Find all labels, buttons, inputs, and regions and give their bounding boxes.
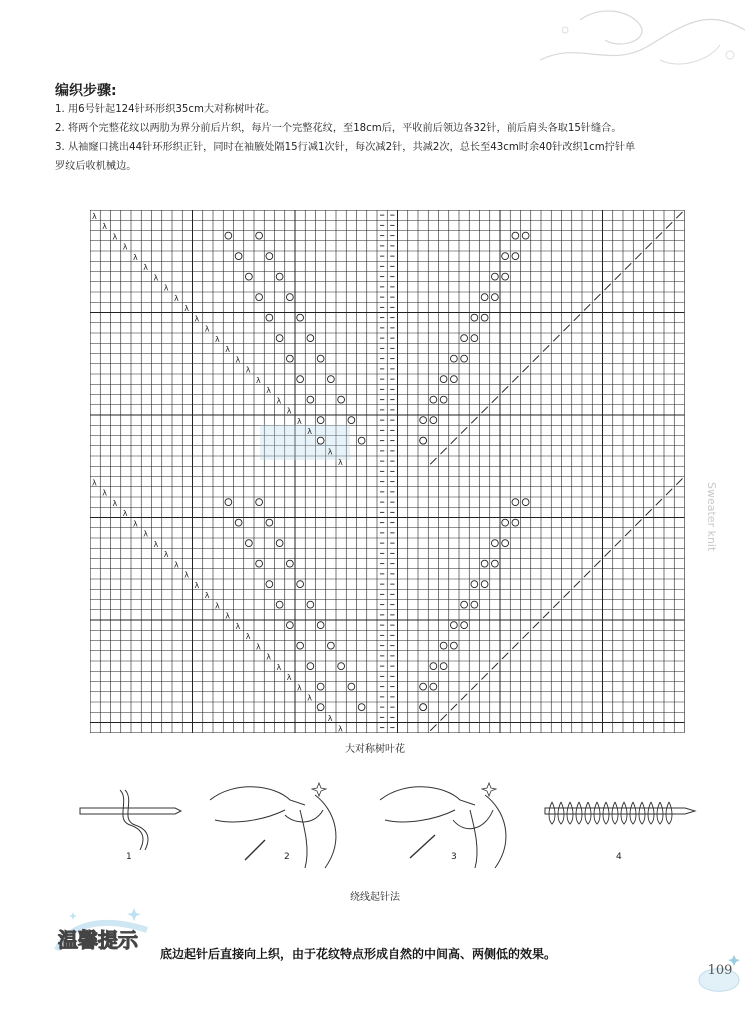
yarn-over-symbol bbox=[286, 560, 293, 567]
illustration-caption: 绕线起针法 bbox=[350, 892, 400, 903]
decrease-left-symbol: λ bbox=[133, 519, 138, 529]
yarn-over-symbol bbox=[358, 704, 365, 711]
decrease-left-symbol: λ bbox=[286, 673, 292, 682]
decrease-left-symbol: λ bbox=[215, 334, 220, 344]
tip-text: 底边起针后直接向上织，由于花纹特点形成自然的中间高、两侧低的效果。 bbox=[160, 947, 557, 961]
illustration-label-3: 3 bbox=[451, 852, 457, 862]
step-2: 2. 将两个完整花纹以两肋为界分前后片织，每片一个完整花纹，至18cm后，平收前后领边各32针，前后肩头各取15针缝合。 bbox=[55, 123, 622, 134]
decrease-left-symbol: λ bbox=[215, 601, 220, 611]
decrease-right-symbol bbox=[533, 622, 539, 628]
decrease-left-symbol: λ bbox=[225, 611, 230, 621]
decrease-right-symbol bbox=[523, 366, 529, 372]
yarn-over-symbol bbox=[276, 273, 283, 280]
decrease-right-symbol bbox=[553, 602, 559, 608]
cast-on-illustration-1 bbox=[75, 780, 185, 850]
yarn-over-symbol bbox=[502, 519, 509, 526]
yarn-over-symbol bbox=[338, 396, 345, 403]
yarn-over-symbol bbox=[245, 540, 252, 547]
decrease-left-symbol: λ bbox=[184, 304, 189, 313]
decorative-swirl bbox=[520, 0, 750, 80]
cast-on-loop bbox=[630, 802, 636, 824]
yarn-over-symbol bbox=[276, 335, 283, 342]
decrease-left-symbol: λ bbox=[133, 252, 138, 262]
yarn-over-symbol bbox=[471, 314, 478, 321]
decrease-right-symbol bbox=[430, 725, 436, 731]
yarn-over-symbol bbox=[440, 396, 447, 403]
yarn-over-symbol bbox=[338, 663, 345, 670]
decrease-right-symbol bbox=[523, 632, 529, 638]
cast-on-loop bbox=[558, 802, 564, 824]
decrease-right-symbol bbox=[656, 499, 662, 505]
yarn-over-symbol bbox=[348, 417, 355, 424]
decrease-right-symbol bbox=[605, 550, 611, 556]
cast-on-loop bbox=[648, 802, 654, 824]
section-title: 编织步骤: bbox=[55, 83, 117, 99]
decrease-left-symbol: λ bbox=[297, 683, 302, 693]
step-3-continued: 罗纹后收机械边。 bbox=[55, 161, 137, 172]
decrease-left-symbol: λ bbox=[327, 714, 333, 723]
yarn-over-symbol bbox=[256, 232, 263, 239]
decrease-right-symbol bbox=[543, 345, 549, 351]
cast-on-illustration-4 bbox=[540, 780, 700, 840]
decrease-right-symbol bbox=[584, 304, 590, 310]
yarn-over-symbol bbox=[297, 376, 304, 383]
decrease-left-symbol: λ bbox=[276, 662, 282, 672]
illustration-label-2: 2 bbox=[284, 852, 290, 862]
cast-on-loop bbox=[639, 802, 645, 824]
yarn-over-symbol bbox=[491, 560, 498, 567]
decrease-left-symbol: λ bbox=[327, 447, 333, 457]
decrease-right-symbol bbox=[574, 581, 580, 587]
yarn-over-symbol bbox=[317, 622, 324, 629]
decrease-left-symbol: λ bbox=[338, 724, 343, 734]
yarn-over-symbol bbox=[471, 335, 478, 342]
yarn-over-symbol bbox=[512, 232, 519, 239]
decrease-right-symbol bbox=[605, 284, 611, 290]
yarn-over-symbol bbox=[481, 314, 488, 321]
yarn-over-symbol bbox=[358, 437, 365, 444]
yarn-over-symbol bbox=[307, 663, 314, 670]
cast-on-illustration-2 bbox=[205, 780, 345, 870]
yarn-over-symbol bbox=[256, 294, 263, 301]
accent-highlight bbox=[260, 425, 350, 460]
yarn-over-symbol bbox=[327, 376, 334, 383]
yarn-over-symbol bbox=[286, 355, 293, 362]
yarn-over-symbol bbox=[297, 314, 304, 321]
yarn-over-symbol bbox=[502, 273, 509, 280]
yarn-over-symbol bbox=[502, 540, 509, 547]
decrease-right-symbol bbox=[676, 479, 682, 485]
decrease-left-symbol: λ bbox=[225, 345, 230, 354]
decrease-right-symbol bbox=[564, 325, 570, 331]
decrease-right-symbol bbox=[635, 253, 641, 259]
decrease-left-symbol: λ bbox=[102, 488, 107, 498]
yarn-over-symbol bbox=[307, 396, 314, 403]
yarn-over-symbol bbox=[266, 253, 273, 260]
yarn-over-symbol bbox=[450, 622, 457, 629]
yarn-over-symbol bbox=[276, 540, 283, 547]
yarn-over-symbol bbox=[430, 683, 437, 690]
tip-logo bbox=[52, 905, 162, 965]
decrease-right-symbol bbox=[441, 714, 447, 720]
decrease-right-symbol bbox=[646, 243, 652, 249]
decrease-right-symbol bbox=[471, 417, 477, 423]
decrease-left-symbol: λ bbox=[153, 539, 159, 549]
decrease-left-symbol: λ bbox=[256, 642, 261, 652]
yarn-over-symbol bbox=[256, 560, 263, 567]
yarn-over-symbol bbox=[317, 683, 324, 690]
yarn-over-symbol bbox=[491, 294, 498, 301]
tip-logo-text: 温馨提示 bbox=[58, 928, 138, 952]
decrease-right-symbol bbox=[512, 376, 518, 382]
cast-on-loop bbox=[657, 802, 663, 824]
steps-list bbox=[55, 100, 675, 176]
yarn-over-symbol bbox=[420, 417, 427, 424]
yarn-over-symbol bbox=[461, 622, 468, 629]
yarn-over-symbol bbox=[276, 601, 283, 608]
cast-on-loop bbox=[621, 802, 627, 824]
decrease-right-symbol bbox=[666, 222, 672, 228]
cast-on-illustration-3 bbox=[375, 780, 515, 870]
yarn-over-symbol bbox=[266, 519, 273, 526]
decrease-left-symbol: λ bbox=[153, 273, 159, 283]
decrease-right-symbol bbox=[666, 489, 672, 495]
decrease-right-symbol bbox=[461, 694, 467, 700]
decrease-left-symbol: λ bbox=[122, 509, 128, 518]
yarn-over-symbol bbox=[512, 499, 519, 506]
yarn-over-symbol bbox=[420, 683, 427, 690]
decrease-left-symbol: λ bbox=[112, 232, 118, 242]
decrease-right-symbol bbox=[635, 520, 641, 526]
yarn-over-symbol bbox=[450, 355, 457, 362]
side-label-text: Sweater knit bbox=[705, 482, 718, 552]
yarn-over-symbol bbox=[450, 376, 457, 383]
page-number: 109 bbox=[707, 963, 733, 978]
decrease-right-symbol bbox=[451, 704, 457, 710]
decrease-left-symbol: λ bbox=[174, 293, 179, 303]
yarn-over-symbol bbox=[461, 355, 468, 362]
decrease-left-symbol: λ bbox=[163, 550, 169, 559]
decrease-left-symbol: λ bbox=[338, 457, 343, 467]
decrease-right-symbol bbox=[461, 427, 467, 433]
yarn-over-symbol bbox=[307, 601, 314, 608]
knitting-chart bbox=[90, 210, 685, 735]
cast-on-loop bbox=[666, 802, 672, 824]
yarn-over-symbol bbox=[327, 642, 334, 649]
yarn-over-symbol bbox=[471, 601, 478, 608]
yarn-over-symbol bbox=[266, 314, 273, 321]
decrease-left-symbol: λ bbox=[256, 375, 261, 385]
decrease-left-symbol: λ bbox=[122, 242, 128, 252]
decrease-left-symbol: λ bbox=[235, 355, 241, 365]
yarn-over-symbol bbox=[348, 683, 355, 690]
yarn-over-symbol bbox=[481, 560, 488, 567]
decrease-left-symbol: λ bbox=[266, 652, 271, 662]
decrease-right-symbol bbox=[492, 663, 498, 669]
decrease-left-symbol: λ bbox=[276, 396, 282, 406]
yarn-over-symbol bbox=[450, 642, 457, 649]
chart-caption: 大对称树叶花 bbox=[345, 744, 405, 755]
yarn-over-symbol bbox=[430, 417, 437, 424]
decrease-right-symbol bbox=[656, 233, 662, 239]
yarn-over-symbol bbox=[440, 376, 447, 383]
yarn-over-symbol bbox=[461, 601, 468, 608]
decrease-right-symbol bbox=[676, 212, 682, 218]
yarn-over-symbol bbox=[245, 273, 252, 280]
decrease-right-symbol bbox=[441, 448, 447, 454]
decrease-right-symbol bbox=[533, 356, 539, 362]
yarn-over-symbol bbox=[317, 437, 324, 444]
yarn-over-symbol bbox=[420, 704, 427, 711]
yarn-over-symbol bbox=[430, 663, 437, 670]
yarn-over-symbol bbox=[297, 581, 304, 588]
decrease-left-symbol: λ bbox=[102, 222, 107, 231]
decrease-right-symbol bbox=[625, 263, 631, 269]
yarn-over-symbol bbox=[481, 581, 488, 588]
decrease-left-symbol: λ bbox=[92, 211, 97, 221]
decrease-right-symbol bbox=[471, 684, 477, 690]
yarn-over-symbol bbox=[440, 663, 447, 670]
cast-on-loop bbox=[549, 802, 555, 824]
decrease-right-symbol bbox=[543, 612, 549, 618]
yarn-over-symbol bbox=[522, 499, 529, 506]
decrease-left-symbol: λ bbox=[194, 314, 200, 324]
yarn-over-symbol bbox=[286, 294, 293, 301]
yarn-over-symbol bbox=[307, 335, 314, 342]
cast-on-loop bbox=[585, 802, 591, 824]
decrease-left-symbol: λ bbox=[307, 693, 312, 703]
decrease-left-symbol: λ bbox=[194, 580, 200, 590]
yarn-over-symbol bbox=[297, 642, 304, 649]
decrease-right-symbol bbox=[482, 407, 488, 413]
yarn-over-symbol bbox=[225, 499, 232, 506]
decrease-left-symbol: λ bbox=[266, 386, 271, 395]
yarn-over-symbol bbox=[440, 642, 447, 649]
decrease-left-symbol: λ bbox=[112, 498, 118, 508]
decrease-left-symbol: λ bbox=[245, 632, 251, 641]
yarn-over-symbol bbox=[420, 437, 427, 444]
yarn-over-symbol bbox=[471, 581, 478, 588]
yarn-over-symbol bbox=[317, 417, 324, 424]
decrease-right-symbol bbox=[615, 540, 621, 546]
decrease-right-symbol bbox=[502, 653, 508, 659]
decrease-right-symbol bbox=[615, 274, 621, 280]
yarn-over-symbol bbox=[502, 253, 509, 260]
decrease-right-symbol bbox=[451, 438, 457, 444]
cast-on-loop bbox=[603, 802, 609, 824]
yarn-over-symbol bbox=[235, 519, 242, 526]
decrease-right-symbol bbox=[594, 294, 600, 300]
side-label bbox=[694, 480, 724, 560]
yarn-over-symbol bbox=[481, 294, 488, 301]
yarn-over-symbol bbox=[266, 581, 273, 588]
yarn-over-symbol bbox=[522, 232, 529, 239]
decrease-right-symbol bbox=[430, 458, 436, 464]
decrease-right-symbol bbox=[564, 591, 570, 597]
yarn-over-symbol bbox=[317, 355, 324, 362]
decrease-right-symbol bbox=[574, 315, 580, 321]
decrease-left-symbol: λ bbox=[245, 365, 251, 375]
cast-on-loop bbox=[567, 802, 573, 824]
decrease-right-symbol bbox=[502, 386, 508, 392]
decrease-left-symbol: λ bbox=[163, 283, 169, 293]
decrease-right-symbol bbox=[492, 397, 498, 403]
decrease-right-symbol bbox=[625, 530, 631, 536]
step-3: 3. 从袖窿口挑出44针环形织正针，同时在袖腋处隔15行减1次针，每次减2针，共减2次，总长至43cm时余40针改织1cm拧针单 bbox=[55, 142, 636, 153]
decrease-left-symbol: λ bbox=[307, 427, 312, 436]
cast-on-loop bbox=[594, 802, 600, 824]
decrease-right-symbol bbox=[646, 509, 652, 515]
cast-on-loop bbox=[612, 802, 618, 824]
yarn-over-symbol bbox=[286, 622, 293, 629]
decrease-left-symbol: λ bbox=[286, 406, 292, 416]
yarn-over-symbol bbox=[512, 519, 519, 526]
illustration-label-1: 1 bbox=[126, 852, 132, 862]
decrease-left-symbol: λ bbox=[204, 591, 210, 600]
decrease-left-symbol: λ bbox=[92, 478, 97, 488]
decrease-left-symbol: λ bbox=[174, 560, 179, 570]
yarn-over-symbol bbox=[512, 253, 519, 260]
decrease-left-symbol: λ bbox=[235, 621, 241, 631]
illustration-label-4: 4 bbox=[616, 852, 622, 862]
yarn-over-symbol bbox=[461, 335, 468, 342]
decrease-right-symbol bbox=[553, 335, 559, 341]
yarn-over-symbol bbox=[317, 704, 324, 711]
decrease-left-symbol: λ bbox=[143, 263, 148, 272]
cast-on-loop bbox=[576, 802, 582, 824]
decrease-left-symbol: λ bbox=[297, 416, 302, 426]
decrease-left-symbol: λ bbox=[184, 570, 189, 580]
yarn-over-symbol bbox=[235, 253, 242, 260]
yarn-over-symbol bbox=[491, 540, 498, 547]
decrease-left-symbol: λ bbox=[204, 324, 210, 334]
decrease-left-symbol: λ bbox=[143, 529, 148, 539]
step-1: 1. 用6号针起124针环形织35cm大对称树叶花。 bbox=[55, 104, 276, 115]
decrease-right-symbol bbox=[482, 673, 488, 679]
yarn-over-symbol bbox=[225, 232, 232, 239]
yarn-over-symbol bbox=[430, 396, 437, 403]
decrease-right-symbol bbox=[594, 561, 600, 567]
decrease-right-symbol bbox=[584, 571, 590, 577]
yarn-over-symbol bbox=[256, 499, 263, 506]
decrease-right-symbol bbox=[512, 643, 518, 649]
yarn-over-symbol bbox=[491, 273, 498, 280]
